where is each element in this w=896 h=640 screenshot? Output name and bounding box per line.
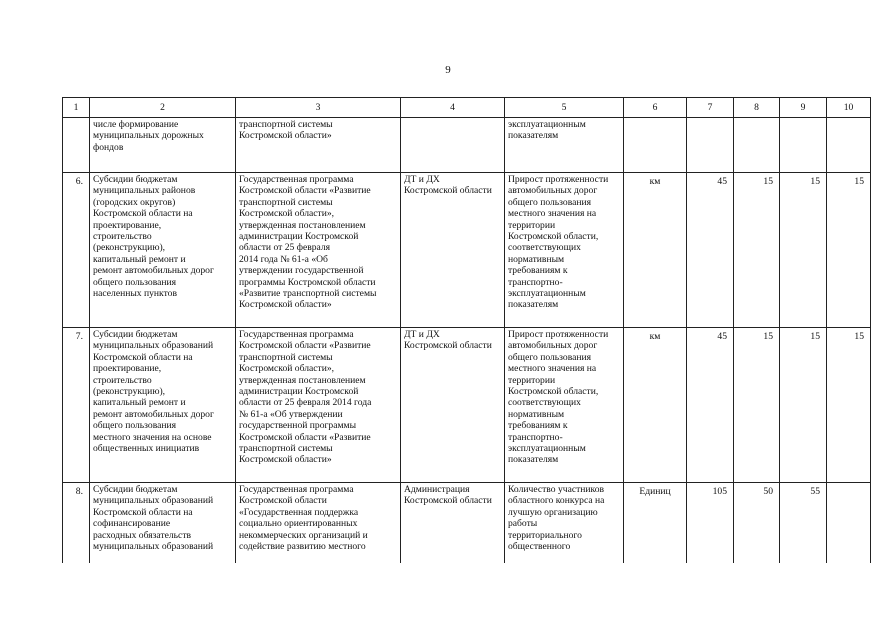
unit: км bbox=[624, 328, 687, 483]
value-col8 bbox=[734, 118, 780, 173]
data-table bbox=[62, 97, 871, 563]
value-col10 bbox=[827, 118, 871, 173]
row-number: 8. bbox=[63, 483, 90, 563]
header-cell: 4 bbox=[401, 98, 505, 118]
value-col10: 15 bbox=[827, 328, 871, 483]
header-cell: 2 bbox=[90, 98, 236, 118]
unit bbox=[624, 118, 687, 173]
header-cell: 3 bbox=[236, 98, 401, 118]
value-col7: 45 bbox=[687, 173, 734, 328]
row-number bbox=[63, 118, 90, 173]
unit: Единиц bbox=[624, 483, 687, 563]
row-number: 7. bbox=[63, 328, 90, 483]
administrator: ДТ и ДХ Костромской области bbox=[401, 328, 505, 483]
value-col8: 15 bbox=[734, 328, 780, 483]
program-name: транспортной системы Костромской области» bbox=[236, 118, 401, 173]
value-col9 bbox=[780, 118, 827, 173]
header-cell: 5 bbox=[505, 98, 624, 118]
subsidy-name: Субсидии бюджетам муниципальных районов (городских округов) Костромской области на проектирование, строительство (реконструкцию), капитальный ремонт и ремонт автомобильных дорог общего пользования населенных пунктов bbox=[90, 173, 236, 328]
subsidy-name: Субсидии бюджетам муниципальных образований Костромской области на софинансирование расходных обязательств муниципальных образований bbox=[90, 483, 236, 563]
unit: км bbox=[624, 173, 687, 328]
row-number: 6. bbox=[63, 173, 90, 328]
value-col10: 15 bbox=[827, 173, 871, 328]
value-col9: 55 bbox=[780, 483, 827, 563]
header-cell: 1 bbox=[63, 98, 90, 118]
administrator: Администрация Костромской области bbox=[401, 483, 505, 563]
program-name: Государственная программа Костромской области «Развитие транспортной системы Костромской области», утвержденная постановлением администрации Костромской области от 25 февраля 2014 года № 61-а «Об утверждении государственной программы Костромской области «Развитие транспортной системы Костромской области» bbox=[236, 173, 401, 328]
program-name: Государственная программа Костромской области «Государственная поддержка социально ориентированных некоммерческих организаций и содействие развитию местного bbox=[236, 483, 401, 563]
value-col9: 15 bbox=[780, 173, 827, 328]
value-col8: 50 bbox=[734, 483, 780, 563]
subsidy-name: числе формирование муниципальных дорожных фондов bbox=[90, 118, 236, 173]
indicator: эксплуатационным показателям bbox=[505, 118, 624, 173]
value-col8: 15 bbox=[734, 173, 780, 328]
header-cell: 7 bbox=[687, 98, 734, 118]
administrator bbox=[401, 118, 505, 173]
header-cell: 8 bbox=[734, 98, 780, 118]
subsidy-name: Субсидии бюджетам муниципальных образований Костромской области на проектирование, строительство (реконструкцию), капитальный ремонт и ремонт автомобильных дорог общего пользования местного значения на основе общественных инициатив bbox=[90, 328, 236, 483]
page-number: 9 bbox=[445, 64, 451, 76]
indicator: Прирост протяженности автомобильных дорог общего пользования местного значения на территории Костромской области, соответствующих нормативным требованиям к транспортно- эксплуатационным показателям bbox=[505, 173, 624, 328]
header-row bbox=[63, 98, 871, 118]
value-col7: 105 bbox=[687, 483, 734, 563]
value-col9: 15 bbox=[780, 328, 827, 483]
value-col7: 45 bbox=[687, 328, 734, 483]
header-cell: 10 bbox=[827, 98, 871, 118]
indicator: Количество участников областного конкурса на лучшую организацию работы территориального общественного bbox=[505, 483, 624, 563]
header-cell: 9 bbox=[780, 98, 827, 118]
header-cell: 6 bbox=[624, 98, 687, 118]
table-row bbox=[63, 483, 871, 563]
value-col7 bbox=[687, 118, 734, 173]
indicator: Прирост протяженности автомобильных дорог общего пользования местного значения на территории Костромской области, соответствующих нормативным требованиям к транспортно- эксплуатационным показателям bbox=[505, 328, 624, 483]
administrator: ДТ и ДХ Костромской области bbox=[401, 173, 505, 328]
table-row bbox=[63, 118, 871, 173]
value-col10 bbox=[827, 483, 871, 563]
table-row bbox=[63, 173, 871, 328]
program-name: Государственная программа Костромской области «Развитие транспортной системы Костромской области», утвержденная постановлением администрации Костромской области от 25 февраля 2014 года № 61-а «Об утверждении государственной программы Костромской области «Развитие транспортной системы Костромской области» bbox=[236, 328, 401, 483]
table-row bbox=[63, 328, 871, 483]
